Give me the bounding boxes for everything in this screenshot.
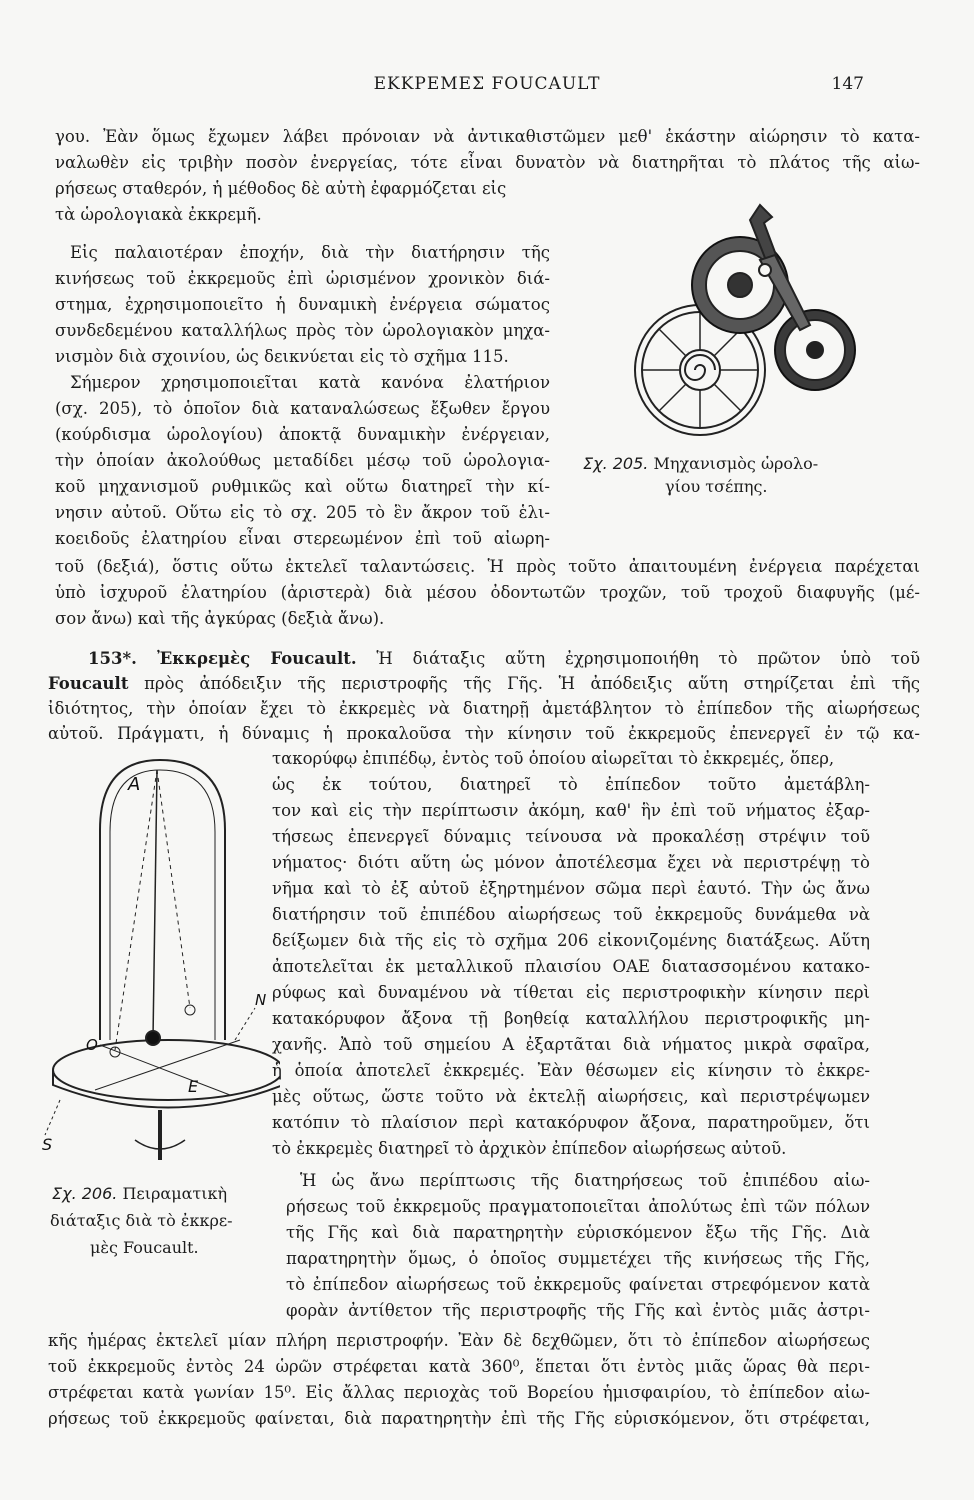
section-153-text: Ἡ διάταξις αὕτη ἐχρησιμοποιήθη τὸ πρῶτον ὑπὸ τοῦ xyxy=(376,649,920,668)
text-line: τὸ ἐπίπεδον αἰωρήσεως τοῦ ἐκκρεμοῦς φαίνεται στρεφόμενον κατὰ xyxy=(286,1275,870,1294)
text-line: τὰ ὡρολογιακὰ ἐκκρεμῆ. xyxy=(55,205,262,224)
text-line: ρήσεως τοῦ ἐκκρεμοῦς πραγματοποιεῖται ἀπολύτως ἐπὶ τῶν πόλων xyxy=(286,1197,870,1216)
figure-205-caption xyxy=(583,453,818,475)
text-line: τῆς Γῆς καὶ διὰ παρατηρητὴν εὑρισκόμενον ἔξω τῆς Γῆς. Διὰ xyxy=(286,1223,870,1242)
text-line: ὡς ἐκ τούτου, διατηρεῖ τὸ ἐπίπεδον τοῦτο ἀμετάβλη- xyxy=(272,775,870,794)
text-line: ἀποτελεῖται ἐκ μεταλλικοῦ πλαισίου ΟΑΕ διατασσομένου κατακο- xyxy=(272,957,870,976)
text-line: παρατηρητὴν ὅμως, ὁ ὁποῖος συμμετέχει τῆς κινήσεως τῆς Γῆς, xyxy=(286,1249,870,1268)
text-line: ἡ ὁποία ἀποτελεῖ ἐκκρεμές. Ἐὰν θέσωμεν εἰς κίνησιν τὸ ἐκκρε- xyxy=(272,1061,870,1080)
text-line: (κούρδισμα ὡρολογίου) ἀποκτᾷ δυναμικὴν ἐνέργειαν, xyxy=(55,425,550,444)
text-line: φορὰν ἀντίθετον τῆς περιστροφῆς τῆς Γῆς καὶ ἐντὸς μιᾶς ἀστρι- xyxy=(286,1301,870,1320)
text-line: ρήσεως τοῦ ἐκκρεμοῦς φαίνεται, διὰ παρατηρητὴν ἐπὶ τῆς Γῆς εὑρισκόμενον, ὅτι στρέφεται, xyxy=(48,1409,870,1428)
running-header: ΕΚΚΡΕΜΕΣ FOUCAULT xyxy=(373,74,601,94)
text-line: σον ἄνω) καὶ τῆς ἀγκύρας (δεξιὰ ἄνω). xyxy=(55,609,385,628)
foucault-name: Foucault xyxy=(48,674,129,693)
text-line: νησιν αὐτοῦ. Οὕτω εἰς τὸ σχ. 205 τὸ ἓν ἄκρον τοῦ ἑλι- xyxy=(55,503,550,522)
text-line: χανῆς. Ἀπὸ τοῦ σημείου Α ἐξαρτᾶται διὰ νήματος μικρὰ σφαῖρα, xyxy=(272,1035,870,1054)
text-line: κῆς ἡμέρας ἐκτελεῖ μίαν πλήρη περιστροφήν. Ἐὰν δὲ δεχθῶμεν, ὅτι τὸ ἐπίπεδον αἰωρήσεως xyxy=(48,1331,870,1350)
text-line: δείξωμεν διὰ τῆς εἰς τὸ σχῆμα 206 εἰκονιζομένης διατάξεως. Αὕτη xyxy=(272,931,870,950)
label-S: S xyxy=(42,1135,53,1154)
text-line: στημα, ἐχρησιμοποιεῖτο ἡ δυναμικὴ ἐνέργεια σώματος xyxy=(55,295,550,314)
text-line: κατόπιν τὸ πλαίσιον περὶ κατακόρυφον ἄξονα, παρατηροῦμεν, ὅτι xyxy=(272,1113,870,1132)
text-line: κοειδοῦς ἐλατηρίου εἶναι στερεωμένον ἐπὶ τοῦ αἰωρη- xyxy=(55,529,550,548)
label-N: N xyxy=(255,991,267,1009)
text-line: διατήρησιν τοῦ ἐπιπέδου αἰωρήσεως τοῦ ἐκκρεμοῦς δυνάμεθα νὰ xyxy=(272,905,870,924)
text-line: Εἰς παλαιοτέραν ἐποχήν, διὰ τὴν διατήρησιν τῆς xyxy=(70,243,550,262)
text-line: νισμὸν διὰ σχοινίου, ὡς δεικνύεται εἰς τὸ σχῆμα 115. xyxy=(55,347,509,366)
text-line: κινήσεως τοῦ ἐκκρεμοῦς ἐπὶ ὡρισμένον χρονικὸν διά- xyxy=(55,269,550,288)
text-line: μὲς οὕτως, ὥστε τοῦτο νὰ ἐκτελῇ αἰωρήσεις, καὶ περιστρέψωμεν xyxy=(272,1087,870,1106)
label-O: O xyxy=(86,1036,98,1054)
text-line: νήματος· διότι αὕτη ὡς μόνον ἀποτέλεσμα ἔχει νὰ περιστρέψῃ τὸ xyxy=(272,853,870,872)
figure-206-caption-line3: μὲς Foucault. xyxy=(90,1238,199,1257)
text-line: συνδεδεμένου καταλλήλως πρὸς τὸν ὡρολογιακὸν μηχα- xyxy=(55,321,550,340)
text-line: ρήσεως σταθερόν, ἡ μέθοδος δὲ αὐτὴ ἐφαρμόζεται εἰς xyxy=(55,179,507,198)
figure-205-caption-line1: Μηχανισμὸς ὡρολο- xyxy=(653,454,819,473)
text-line: τήσεως ἐπενεργεῖ δύναμις τείνουσα νὰ προκαλέσῃ στρέψιν τοῦ xyxy=(272,827,870,846)
figure-206-number: Σχ. 206. xyxy=(52,1184,118,1203)
text-line: τακορύφῳ ἐπιπέδῳ, ἐντὸς τοῦ ὁποίου αἰωρεῖται τὸ ἐκκρεμές, ὅπερ, xyxy=(272,749,835,768)
page-number: 147 xyxy=(831,74,864,94)
label-E: E xyxy=(188,1077,199,1096)
text-line: κοῦ μηχανισμοῦ ρυθμικῶς καὶ οὕτω διατηρεῖ τὴν κί- xyxy=(55,477,550,496)
figure-205-watch-mechanism xyxy=(575,195,895,445)
figure-206-caption xyxy=(52,1183,227,1205)
text-line: ρύφως καὶ δυναμένου νὰ τίθεται εἰς περιστροφικὴν κίνησιν περὶ xyxy=(272,983,870,1002)
figure-206-caption-line1: Πειραματικὴ xyxy=(122,1184,228,1203)
text-line-rest: πρὸς ἀπόδειξιν τῆς περιστροφῆς τῆς Γῆς. Ἡ ἀπόδειξις αὕτη στηρίζεται ἐπὶ τῆς xyxy=(144,674,920,693)
text-line: αὐτοῦ. Πράγματι, ἡ δύναμις ἡ προκαλοῦσα τὴν κίνησιν τοῦ ἐκκρεμοῦς ἐπενεργεῖ ἐν τῷ κα- xyxy=(48,724,920,743)
section-153-heading: 153*. Ἐκκρεμὲς Foucault. xyxy=(88,649,357,668)
text-line: νῆμα καὶ τὸ ἐξ αὐτοῦ ἐξηρτημένον σῶμα περὶ ἑαυτό. Τὴν ὡς ἄνω xyxy=(272,879,870,898)
section-153-line1 xyxy=(88,649,920,669)
text-line: ναλωθὲν εἰς τριβὴν ποσὸν ἐνεργείας, τότε εἶναι δυνατὸν νὰ διατηρῆται τὸ πλάτος τῆς αἰω- xyxy=(55,153,920,172)
figure-205-number: Σχ. 205. xyxy=(583,454,649,473)
text-line: Ἡ ὡς ἄνω περίπτωσις τῆς διατηρήσεως τοῦ ἐπιπέδου αἰω- xyxy=(300,1171,870,1190)
figure-206-caption-line2: διάταξις διὰ τὸ ἐκκρε- xyxy=(50,1211,233,1230)
text-line: τὸ ἐκκρεμὲς διατηρεῖ τὸ ἀρχικὸν ἐπίπεδον αἰωρήσεως αὐτοῦ. xyxy=(272,1139,787,1158)
text-line: ἰδιότητος, τὴν ὁποίαν ἔχει τὸ ἐκκρεμὲς νὰ διατηρῇ ἀμετάβλητον τὸ ἐπίπεδον τῆς αἰωρήσεως xyxy=(48,699,920,718)
figure-205-caption-line2: γίου τσέπης. xyxy=(665,477,768,496)
text-line xyxy=(48,674,920,694)
text-line: τὴν ὁποίαν ἀκολούθως μεταδίδει μέσῳ τοῦ ὡρολογια- xyxy=(55,451,550,470)
text-line: κατακόρυφον ἄξονα τῇ βοηθείᾳ καταλλήλου περιστροφικῆς μη- xyxy=(272,1009,870,1028)
text-line: γου. Ἐὰν ὅμως ἔχωμεν λάβει πρόνοιαν νὰ ἀντικαθιστῶμεν μεθ' ἑκάστην αἰώρησιν τὸ κατα- xyxy=(55,127,920,146)
text-line: τοῦ ἐκκρεμοῦς ἐντὸς 24 ὡρῶν στρέφεται κατὰ 360⁰, ἕπεται ὅτι ἐντὸς μιᾶς ὥρας θὰ περι- xyxy=(48,1357,870,1376)
text-line: ὑπὸ ἰσχυροῦ ἐλατηρίου (ἀριστερὰ) διὰ μέσου ὀδοντωτῶν τροχῶν, τοῦ τροχοῦ διαφυγῆς (μέ- xyxy=(55,583,920,602)
text-line: στρέφεται κατὰ γωνίαν 15⁰. Εἰς ἄλλας περιοχὰς τοῦ Βορείου ἡμισφαιρίου, τὸ ἐπίπεδον αἰω- xyxy=(48,1383,870,1402)
text-line: τον καὶ εἰς τὴν περίπτωσιν ἀκόμη, καθ' ἣν ἐπὶ τοῦ νήματος ἐξαρ- xyxy=(272,801,870,820)
figure-206-foucault-apparatus xyxy=(40,740,280,1165)
text-line: τοῦ (δεξιά), ὅστις οὕτω ἐκτελεῖ ταλαντώσεις. Ἡ πρὸς τοῦτο ἀπαιτουμένη ἐνέργεια παρέχεται xyxy=(55,557,920,576)
label-A: A xyxy=(128,774,141,795)
text-line: (σχ. 205), τὸ ὁποῖον διὰ καταναλώσεως ἔξωθεν ἔργου xyxy=(55,399,550,418)
text-line: Σήμερον χρησιμοποιεῖται κατὰ κανόνα ἐλατήριον xyxy=(70,373,550,392)
